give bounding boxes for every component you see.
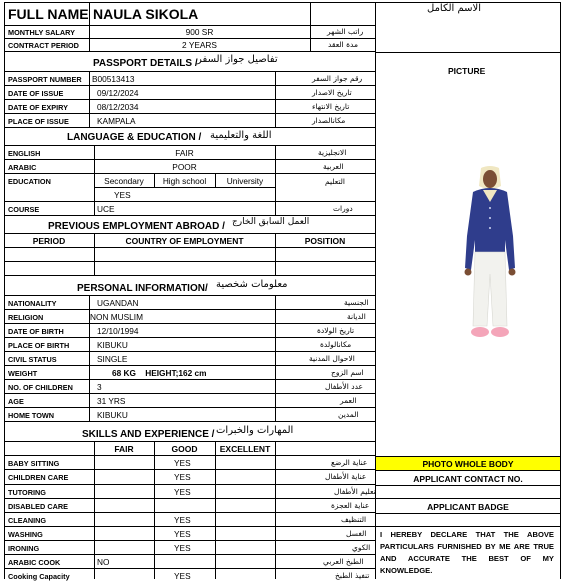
age-arabic: العمر xyxy=(340,396,357,405)
children-label: NO. OF CHILDREN xyxy=(8,383,73,392)
pob-arabic: مكانالولدة xyxy=(320,340,352,349)
civil-status-arabic: الاحوال المدنية xyxy=(309,354,355,363)
weight-arabic: اسم الزوج xyxy=(331,368,364,377)
col-position: POSITION xyxy=(304,236,346,246)
religion-arabic: الديانة xyxy=(347,312,366,321)
skill-good-value: YES xyxy=(174,472,191,482)
arabic-arabic: العربية xyxy=(323,162,344,171)
skill-arabic: الطبخ العربي xyxy=(323,557,364,566)
col-excellent: EXCELLENT xyxy=(219,444,271,454)
expiry-date-value: 08/12/2034 xyxy=(97,102,139,112)
education-high-school: High school xyxy=(162,176,207,186)
skill-label: CLEANING xyxy=(8,516,47,525)
language-title: LANGUAGE & EDUCATION / xyxy=(67,132,202,143)
contract-label: CONTRACT PERIOD xyxy=(8,41,79,50)
passport-number-value: B00513413 xyxy=(92,74,135,84)
place-of-issue-value: KAMPALA xyxy=(97,116,136,126)
age-label: AGE xyxy=(8,397,24,406)
skills-title: SKILLS AND EXPERIENCE / xyxy=(82,429,215,440)
skill-label: CHILDREN CARE xyxy=(8,473,69,482)
education-arabic: التعليم xyxy=(325,177,345,186)
skill-label: ARABIC COOK xyxy=(8,558,61,567)
children-value: 3 xyxy=(97,382,102,392)
skill-arabic: تنفيذ الطبخ xyxy=(335,571,370,580)
employment-title: PREVIOUS EMPLOYMENT ABROAD / xyxy=(48,221,225,232)
salary-arabic: راتب الشهر xyxy=(327,27,364,36)
age-value: 31 YRS xyxy=(97,396,126,406)
contract-value: 2 YEARS xyxy=(182,40,217,50)
hometown-value: KIBUKU xyxy=(97,410,128,420)
education-label: EDUCATION xyxy=(8,177,51,186)
civil-status-value: SINGLE xyxy=(97,354,128,364)
personal-title-arabic: معلومات شخصية xyxy=(216,279,288,290)
skill-label: DISABLED CARE xyxy=(8,502,68,511)
english-value: FAIR xyxy=(175,148,194,158)
skill-good-value: YES xyxy=(174,458,191,468)
skill-good-value: YES xyxy=(174,515,191,525)
full-name-label: FULL NAME xyxy=(8,6,89,22)
skills-title-arabic: المهارات والخبرات xyxy=(216,425,294,436)
nationality-label: NATIONALITY xyxy=(8,299,57,308)
skill-label: BABY SITTING xyxy=(8,459,60,468)
dob-value: 12/10/1994 xyxy=(97,326,139,336)
applicant-badge-label: APPLICANT BADGE xyxy=(427,502,509,512)
salary-label: MONTHLY SALARY xyxy=(8,28,76,37)
children-arabic: عدد الأطفال xyxy=(325,382,363,391)
applicant-contact-label: APPLICANT CONTACT NO. xyxy=(413,474,523,484)
skill-label: Cooking Capacity xyxy=(8,572,70,581)
skill-arabic: تعليم الأطفال xyxy=(334,487,376,496)
place-of-issue-arabic: مكانالصدار xyxy=(312,116,346,125)
skill-fair-value: NO xyxy=(97,557,110,567)
education-university: University xyxy=(226,176,264,186)
issue-date-arabic: تاريخ الاصدار xyxy=(312,88,352,97)
nationality-arabic: الجنسية xyxy=(344,298,369,307)
skill-arabic: عناية الرضع xyxy=(331,458,368,467)
expiry-date-arabic: تاريخ الانتهاء xyxy=(312,102,350,111)
education-selected: YES xyxy=(114,190,131,200)
passport-number-label: PASSPORT NUMBER xyxy=(8,75,82,84)
place-of-issue-label: PLACE OF ISSUE xyxy=(8,117,69,126)
skill-arabic: الغسل xyxy=(346,529,367,538)
personal-title: PERSONAL INFORMATION/ xyxy=(77,283,208,294)
course-label: COURSE xyxy=(8,205,40,214)
col-country: COUNTRY OF EMPLOYMENT xyxy=(125,236,244,246)
pob-label: PLACE OF BIRTH xyxy=(8,341,70,350)
skill-good-value: YES xyxy=(174,543,191,553)
skill-label: TUTORING xyxy=(8,488,46,497)
issue-date-label: DATE OF ISSUE xyxy=(8,89,64,98)
dob-label: DATE OF BIRTH xyxy=(8,327,64,336)
applicant-photo xyxy=(455,166,525,341)
skill-good-value: YES xyxy=(174,487,191,497)
issue-date-value: 09/12/2024 xyxy=(97,88,139,98)
weight-label: WEIGHT xyxy=(8,369,38,378)
salary-value: 900 SR xyxy=(185,27,214,37)
declaration-text: I HEREBY DECLARE THAT THE ABOVE PARTICULARS FURNISHED BY ME ARE TRUE AND ACCURATE THE BEST OF MY KNOWLEDGE. xyxy=(380,530,554,575)
skill-label: WASHING xyxy=(8,530,43,539)
education-secondary: Secondary xyxy=(104,176,144,186)
skill-good-value: YES xyxy=(174,529,191,539)
weight-height-value: 68 KG HEIGHT;162 cm xyxy=(112,368,207,378)
civil-status-label: CIVIL STATUS xyxy=(8,355,57,364)
pob-value: KIBUKU xyxy=(97,340,128,350)
photo-whole-body-label: PHOTO WHOLE BODY xyxy=(422,459,514,469)
picture-label: PICTURE xyxy=(448,66,486,76)
employment-title-arabic: العمل السابق الخارج xyxy=(232,217,310,227)
full-name-arabic: الاسم الكامل xyxy=(427,3,482,14)
dob-arabic: تاريخ الولادة xyxy=(317,326,355,335)
skill-arabic: عناية العجزة xyxy=(331,501,370,510)
arabic-value: POOR xyxy=(172,162,197,172)
passport-title-arabic: تفاصيل جواز السفر xyxy=(197,54,278,65)
contract-arabic: مدة العقد xyxy=(328,40,358,49)
language-title-arabic: اللغة والتعليمية xyxy=(210,130,272,141)
course-arabic: دورات xyxy=(333,204,353,213)
col-good: GOOD xyxy=(171,444,198,454)
hometown-label: HOME TOWN xyxy=(8,411,55,420)
full-name-value: NAULA SIKOLA xyxy=(93,6,199,22)
skill-arabic: عناية الأطفال xyxy=(325,472,367,481)
english-arabic: الانجليزية xyxy=(318,148,347,157)
skill-arabic: التنظيف xyxy=(341,515,367,524)
passport-title: PASSPORT DETAILS / xyxy=(93,58,198,69)
skill-label: IRONING xyxy=(8,544,40,553)
skill-good-value: YES xyxy=(174,571,191,581)
col-fair: FAIR xyxy=(114,444,134,454)
passport-number-arabic: رقم جواز السفر xyxy=(312,74,363,83)
woman-figure-icon xyxy=(455,166,525,341)
course-value: UCE xyxy=(97,204,115,214)
religion-value: NON MUSLIM xyxy=(90,312,144,322)
skill-arabic: الكوي xyxy=(352,543,371,552)
col-period: PERIOD xyxy=(32,236,66,246)
hometown-arabic: المدين xyxy=(338,410,359,419)
nationality-value: UGANDAN xyxy=(97,298,139,308)
expiry-date-label: DATE OF EXPIRY xyxy=(8,103,69,112)
arabic-label: ARABIC xyxy=(8,163,37,172)
religion-label: RELIGION xyxy=(8,313,44,322)
english-label: ENGLISH xyxy=(8,149,41,158)
